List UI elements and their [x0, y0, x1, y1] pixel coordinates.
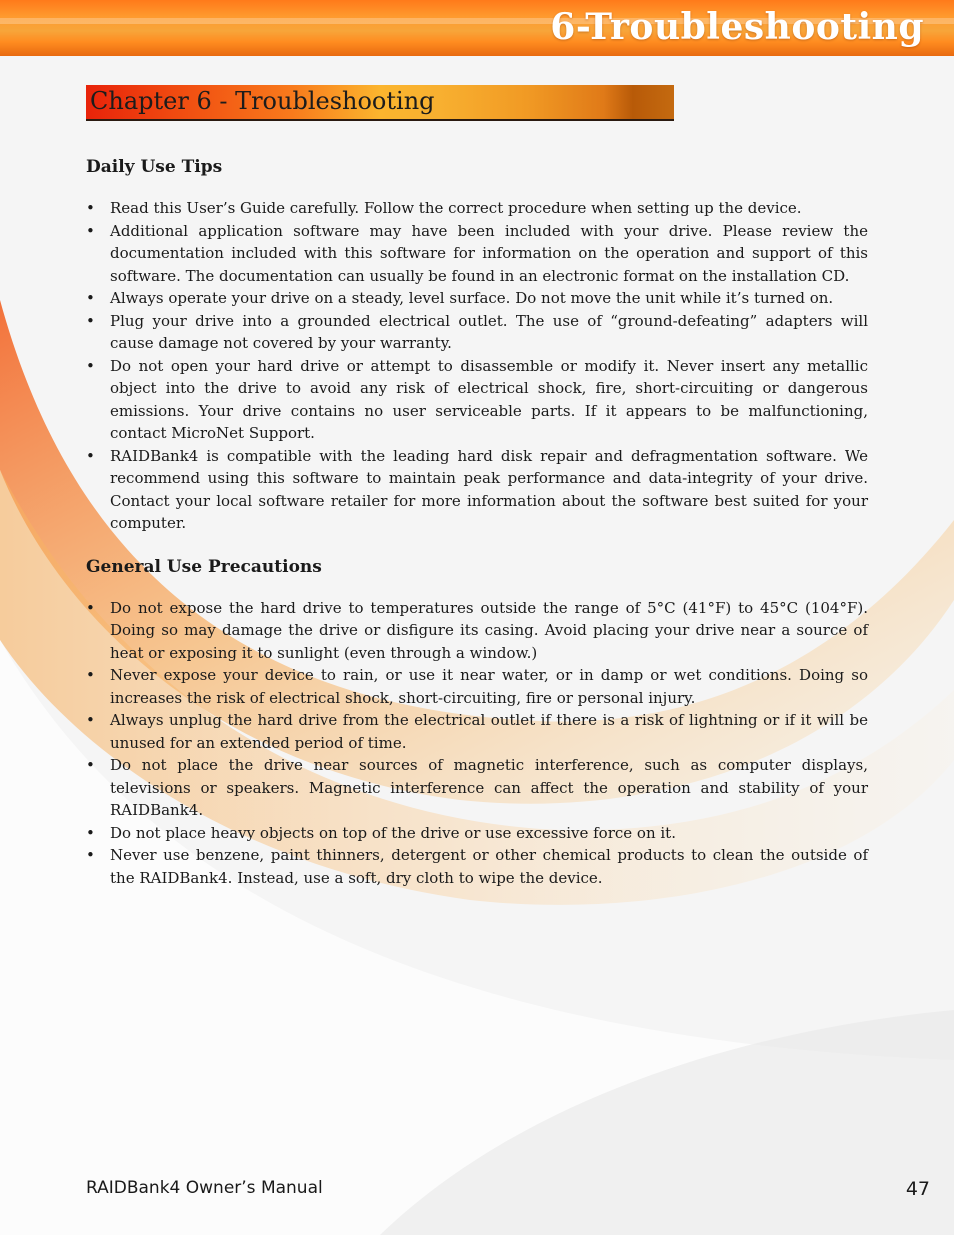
chapter-banner — [86, 85, 674, 121]
list-item: • Plug your drive into a grounded electrical outlet. The use of “ground-defeating” adapters will cause damage not covered by your warranty. — [86, 310, 868, 355]
general-use-precautions-list — [86, 597, 868, 890]
list-item: • Additional application software may have been included with your drive. Please review the documentation included with this software for information on the operation and support of this software. The documentation can usually be found in an electronic format on the installation CD. — [86, 220, 868, 288]
list-item: • Do not open your hard drive or attempt to disassemble or modify it. Never insert any metallic object into the drive to avoid any risk of electrical shock, fire, short-circuiting or dangerous emissions. Your drive contains no user serviceable parts. If it appears to be malfunctioning, contact MicroNet Support. — [86, 355, 868, 445]
page-title: 6-Troubleshooting — [550, 6, 924, 48]
footer-manual-name: RAIDBank4 Owner’s Manual — [86, 1178, 323, 1198]
list-item: • Always operate your drive on a steady, level surface. Do not move the unit while it’s turned on. — [86, 287, 868, 310]
section-heading-general-use-precautions: General Use Precautions — [86, 556, 322, 577]
list-item: • Do not expose the hard drive to temperatures outside the range of 5°C (41°F) to 45°C (104°F). Doing so may damage the drive or disfigure its casing. Avoid placing your drive near a source of heat or exposing it to sunlight (even through a window.) — [86, 597, 868, 665]
list-item: • Never expose your device to rain, or use it near water, or in damp or wet conditions. Doing so increases the risk of electrical shock, short-circuiting, fire or personal injury. — [86, 664, 868, 709]
list-item: • Read this User’s Guide carefully. Follow the correct procedure when setting up the device. — [86, 197, 868, 220]
list-item: • Do not place the drive near sources of magnetic interference, such as computer displays, televisions or speakers. Magnetic interference can affect the operation and stability of your RAIDBank4. — [86, 754, 868, 822]
chapter-title: Chapter 6 - Troubleshooting — [90, 87, 435, 115]
main-content — [86, 157, 868, 889]
list-item: • Never use benzene, paint thinners, detergent or other chemical products to clean the outside of the RAIDBank4. Instead, use a soft, dry cloth to wipe the device. — [86, 844, 868, 889]
list-item: • RAIDBank4 is compatible with the leading hard disk repair and defragmentation software. We recommend using this software to maintain peak performance and data-integrity of your drive. Contact your local software retailer for more information about the software best suited for your computer. — [86, 445, 868, 535]
section-heading-daily-use-tips: Daily Use Tips — [86, 157, 223, 177]
list-item: • Always unplug the hard drive from the electrical outlet if there is a risk of lightning or if it will be unused for an extended period of time. — [86, 709, 868, 754]
footer-page-number: 47 — [905, 1178, 930, 1200]
daily-use-tips-list — [86, 197, 868, 535]
list-item: • Do not place heavy objects on top of the drive or use excessive force on it. — [86, 822, 868, 845]
